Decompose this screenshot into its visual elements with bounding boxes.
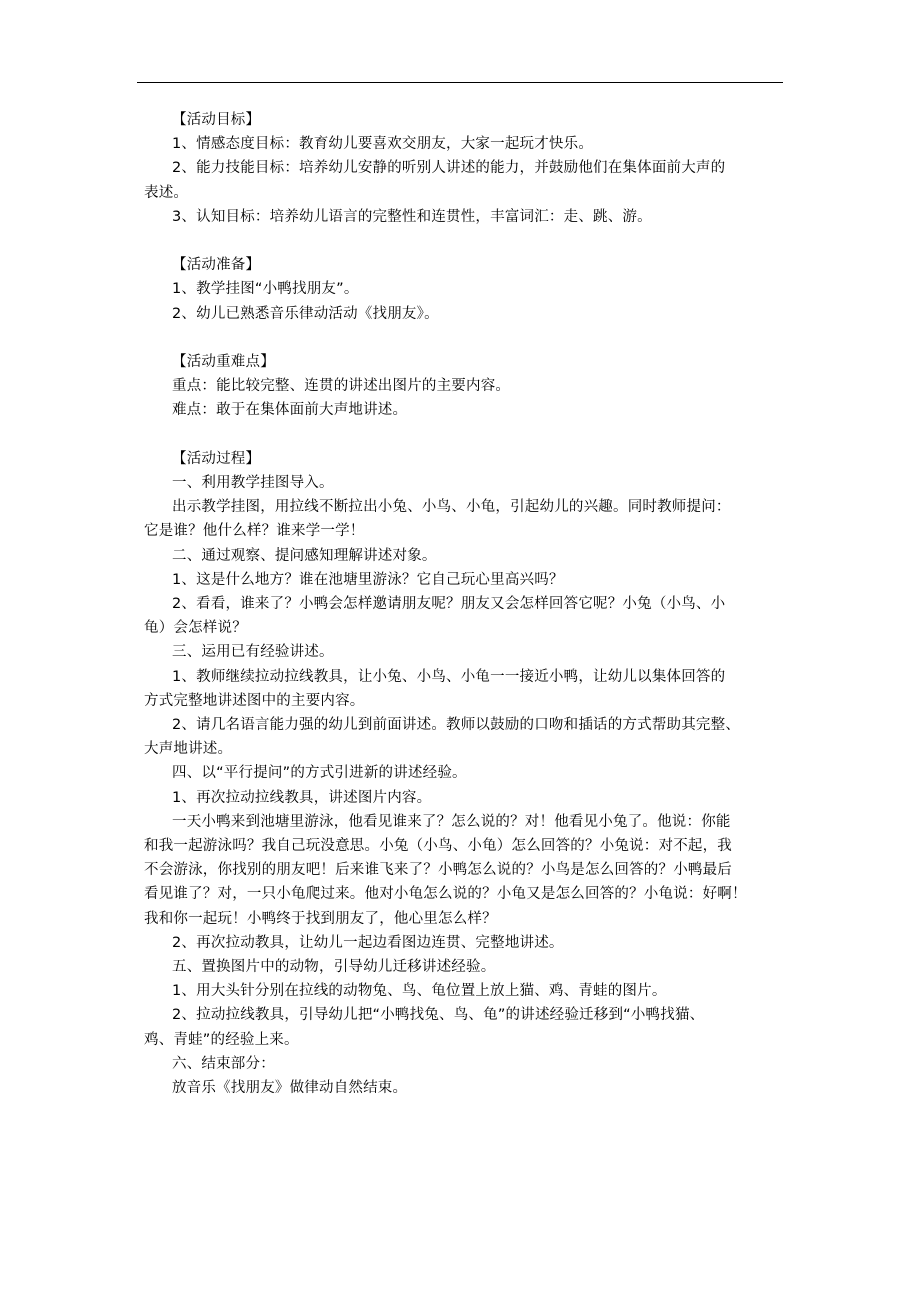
paragraph-line: 表述。 <box>144 184 189 201</box>
paragraph-line: 看见谁了？对，一只小龟爬过来。他对小龟怎么说的？小龟又是怎么回答的？小龟说：好啊！ <box>144 886 747 903</box>
paragraph-line: 3、认知目标：培养幼儿语言的完整性和连贯性，丰富词汇：走、跳、游。 <box>172 208 652 225</box>
paragraph-line: 1、教学挂图“小鸭找朋友”。 <box>172 281 359 298</box>
section-heading: 【活动过程】 <box>172 450 261 467</box>
paragraph-line: 2、看看，谁来了？小鸭会怎样邀请朋友呢？朋友又会怎样回答它呢？小兔（小鸟、小 <box>172 596 726 612</box>
paragraph-line: 1、情感态度目标：教育幼儿要喜欢交朋友，大家一起玩才快乐。 <box>172 136 594 153</box>
paragraph-line: 大声地讲述。 <box>144 741 233 758</box>
section-heading: 【活动目标】 <box>172 112 261 128</box>
paragraph-line: 六、结束部分： <box>172 1055 275 1072</box>
section-heading: 【活动准备】 <box>172 257 261 274</box>
paragraph-line: 和我一起游泳吗？我自己玩没意思。小兔（小鸟、小龟）怎么回答的？小兔说：对不起，我 <box>144 838 732 854</box>
paragraph-line: 放音乐《找朋友》做律动自然结束。 <box>172 1080 408 1096</box>
paragraph-line: 2、再次拉动教具，让幼儿一起边看图边连贯、完整地讲述。 <box>172 934 564 951</box>
paragraph-line: 一天小鸭来到池塘里游泳，他看见谁来了？怎么说的？对！他看见小兔了。他说：你能 <box>172 813 731 830</box>
paragraph-line: 2、能力技能目标：培养幼儿安静的听别人讲述的能力，并鼓励他们在集体面前大声的 <box>172 160 726 177</box>
paragraph-line: 不会游泳，你找别的朋友吧！后来谁飞来了？小鸭怎么说的？小鸟是怎么回答的？小鸭最后 <box>144 862 732 879</box>
paragraph-line: 它是谁？他什么样？谁来学一学！ <box>144 523 365 540</box>
paragraph-line: 我和你一起玩！小鸭终于找到朋友了，他心里怎么样？ <box>144 910 497 927</box>
paragraph-line: 龟）会怎样说？ <box>144 620 247 637</box>
section-heading: 【活动重难点】 <box>172 354 275 370</box>
paragraph-line: 2、请几名语言能力强的幼儿到前面讲述。教师以鼓励的口吻和插话的方式帮助其完整、 <box>172 717 741 733</box>
paragraph-line: 2、拉动拉线教具，引导幼儿把“小鸭找兔、鸟、龟”的讲述经验迁移到“小鸭找猫、 <box>172 1007 705 1024</box>
paragraph-line: 四、以“平行提问”的方式引进新的讲述经验。 <box>172 765 467 782</box>
paragraph-line: 二、通过观察、提问感知理解讲述对象。 <box>172 547 437 564</box>
paragraph-line: 难点：敢于在集体面前大声地讲述。 <box>172 402 408 419</box>
paragraph-line: 2、幼儿已熟悉音乐律动活动《找朋友》。 <box>172 305 439 322</box>
paragraph-line: 方式完整地讲述图中的主要内容。 <box>144 692 365 709</box>
paragraph-line: 出示教学挂图，用拉线不断拉出小兔、小鸟、小龟，引起幼儿的兴趣。同时教师提问： <box>172 499 731 516</box>
paragraph-line: 1、用大头针分别在拉线的动物兔、鸟、龟位置上放上猫、鸡、青蛙的图片。 <box>172 983 667 1000</box>
paragraph-line: 1、再次拉动拉线教具，讲述图片内容。 <box>172 789 432 806</box>
paragraph-line: 三、运用已有经验讲述。 <box>172 644 334 661</box>
paragraph-line: 1、教师继续拉动拉线教具，让小兔、小鸟、小龟一一接近小鸭，让幼儿以集体回答的 <box>172 668 726 685</box>
paragraph-line: 一、利用教学挂图导入。 <box>172 475 334 491</box>
paragraph-line: 鸡、青蛙”的经验上来。 <box>144 1031 299 1048</box>
header-rule <box>137 82 783 83</box>
paragraph-line: 1、这是什么地方？谁在池塘里游泳？它自己玩心里高兴吗？ <box>172 571 564 588</box>
paragraph-line: 五、置换图片中的动物，引导幼儿迁移讲述经验。 <box>172 959 496 975</box>
paragraph-line: 重点：能比较完整、连贯的讲述出图片的主要内容。 <box>172 378 511 395</box>
